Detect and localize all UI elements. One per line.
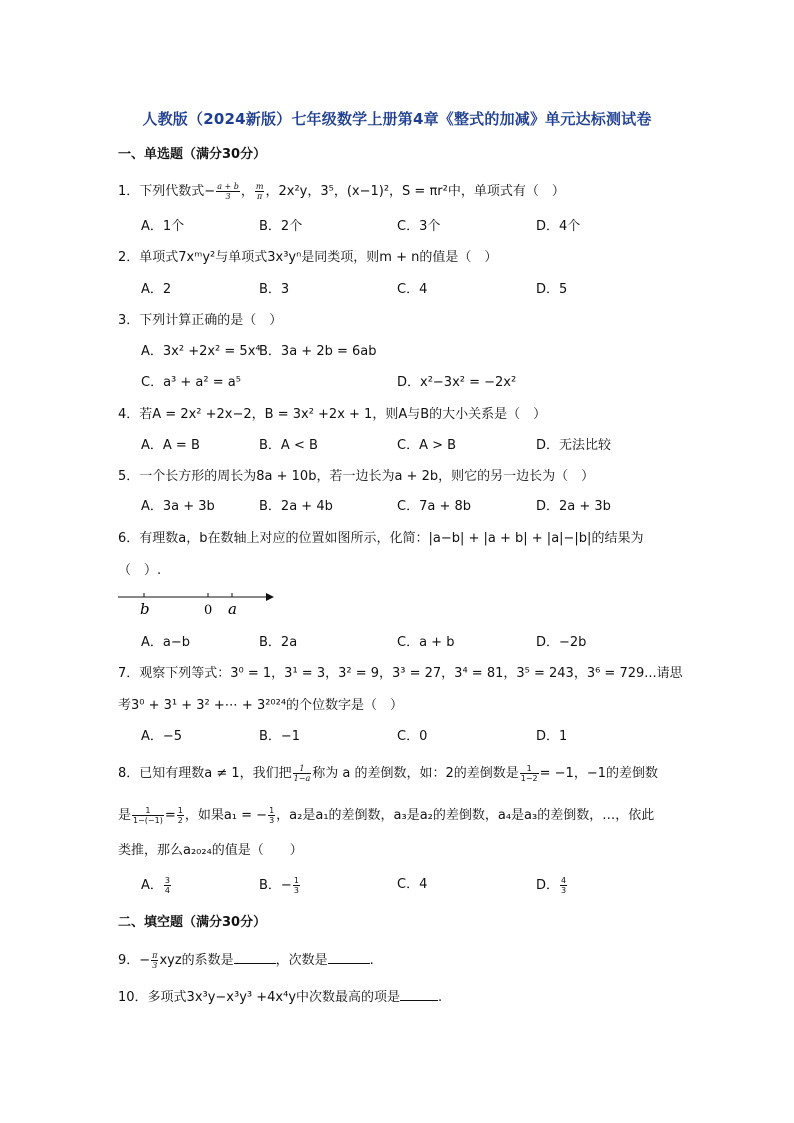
q6-options bbox=[141, 634, 661, 652]
number-line-figure bbox=[118, 590, 278, 620]
number-line-svg bbox=[118, 590, 278, 620]
question-7: 7．观察下列等式：3⁰ = 1，3¹ = 3，3² = 9，3³ = 27，3⁴ = 81，3⁵ = 243，3⁶ = 729...请思 bbox=[118, 666, 683, 681]
q6-option-a[interactable]: A．a−b bbox=[141, 635, 191, 650]
question-9: 9．− $\frac{\pi}{3}$ xyz的系数是 ，次数是 . bbox=[118, 951, 374, 970]
q8-fraction-2: $\frac{1}{1-2}$ bbox=[520, 764, 538, 783]
q5-option-c[interactable]: C．7a + 8b bbox=[397, 499, 471, 514]
q1-fraction-2: $\frac{m}{\pi}$ bbox=[255, 182, 264, 201]
q1-prefix: 1．下列代数式 bbox=[118, 184, 205, 199]
q2-option-b[interactable]: B．3 bbox=[259, 282, 290, 297]
section-heading-fill-in: 二、填空题（满分30分） bbox=[118, 915, 267, 930]
q2-option-d[interactable]: D．5 bbox=[536, 282, 568, 297]
q3-options-row-1 bbox=[141, 343, 661, 361]
question-3: 3．下列计算正确的是（ ） bbox=[118, 313, 283, 328]
q2-option-c[interactable]: C．4 bbox=[397, 282, 428, 297]
q1-option-b[interactable]: B．2个 bbox=[259, 219, 303, 234]
q2-options bbox=[141, 281, 661, 299]
q4-option-c[interactable]: C．A > B bbox=[397, 438, 457, 453]
number-line-arrow-icon bbox=[266, 593, 274, 601]
question-6-continued: （ ）. bbox=[118, 563, 162, 578]
q8-options bbox=[141, 876, 661, 894]
q3-options-row-2 bbox=[141, 374, 661, 392]
question-2: 2．单项式7xᵐy²与单项式3x³yⁿ是同类项，则m + n的值是（ ） bbox=[118, 250, 498, 265]
question-1: 1．下列代数式− $\frac{a + b}{3}$ ， $\frac{m}{\pi}$ ，2x²y，3⁵，(x−1)²，S = πr²中，单项式有（ ） bbox=[118, 182, 565, 201]
q6-option-c[interactable]: C．a + b bbox=[397, 635, 455, 650]
q2-option-a[interactable]: A．2 bbox=[141, 282, 172, 297]
q8-option-c[interactable]: C．4 bbox=[397, 877, 428, 892]
q4-option-b[interactable]: B．A < B bbox=[259, 438, 318, 453]
q7-option-d[interactable]: D．1 bbox=[536, 729, 568, 744]
question-8-line-2: 是 $\frac{1}{1-(-1)}$ = $\frac{1}{2}$ ，如果a₁ = − $\frac{1}{3}$ ，a₂是a₁的差倒数，a₃是a₂的差倒数，a₄是a₃的差倒数，…，依此 bbox=[118, 806, 655, 825]
q1-option-a[interactable]: A．1个 bbox=[141, 219, 185, 234]
question-8-line-1: 8．已知有理数a ≠ 1，我们把 $\frac{1}{1-a}$ 称为 a 的差倒数，如：2的差倒数是 $\frac{1}{1-2}$ = −1，−1的差倒数 bbox=[118, 764, 658, 783]
q1-option-d[interactable]: D．4个 bbox=[536, 219, 581, 234]
question-10: 10．多项式3x³y−x³y³ +4x⁴y中次数最高的项是 . bbox=[118, 990, 443, 1005]
q8-fraction-1: $\frac{1}{1-a}$ bbox=[293, 764, 311, 783]
q10-blank[interactable] bbox=[400, 988, 438, 1001]
question-4: 4．若A = 2x² +2x−2，B = 3x² +2x + 1，则A与B的大小关系是（ ） bbox=[118, 407, 547, 422]
q9-fraction: $\frac{\pi}{3}$ bbox=[152, 951, 158, 970]
q3-option-d[interactable]: D．x²−3x² = −2x² bbox=[397, 375, 517, 390]
q5-option-a[interactable]: A．3a + 3b bbox=[141, 499, 215, 514]
q6-option-d[interactable]: D．−2b bbox=[536, 635, 587, 650]
q8-option-b[interactable]: B．− $\frac{1}{3}$ bbox=[259, 876, 299, 895]
label-b: b bbox=[140, 600, 150, 618]
q7-options bbox=[141, 728, 661, 746]
q3-option-a[interactable]: A．3x² +2x² = 5x⁴ bbox=[141, 344, 261, 359]
q8-fraction-5: $\frac{1}{3}$ bbox=[269, 806, 275, 825]
q4-options bbox=[141, 437, 661, 455]
q9-blank-degree[interactable] bbox=[328, 951, 370, 964]
q7-option-a[interactable]: A．−5 bbox=[141, 729, 183, 744]
label-zero: 0 bbox=[204, 603, 213, 618]
q6-option-b[interactable]: B．2a bbox=[259, 635, 298, 650]
question-8-line-3: 类推，那么a₂₀₂₄的值是（ ） bbox=[118, 843, 303, 858]
label-a: a bbox=[228, 600, 237, 618]
q7-option-c[interactable]: C．0 bbox=[397, 729, 428, 744]
q1-options bbox=[141, 218, 661, 236]
q5-option-b[interactable]: B．2a + 4b bbox=[259, 499, 333, 514]
q5-options bbox=[141, 498, 661, 516]
q5-option-d[interactable]: D．2a + 3b bbox=[536, 499, 611, 514]
q8-option-a[interactable]: A． $\frac{3}{4}$ bbox=[141, 876, 170, 895]
question-7-continued: 考3⁰ + 3¹ + 3² +⋯ + 3²⁰²⁴的个位数字是（ ） bbox=[118, 698, 404, 713]
q8-fraction-4: $\frac{1}{2}$ bbox=[177, 806, 183, 825]
q9-blank-coefficient[interactable] bbox=[234, 951, 276, 964]
q1-rest: ，2x²y，3⁵，(x−1)²，S = πr²中，单项式有（ ） bbox=[265, 184, 565, 199]
q8-option-d[interactable]: D． $\frac{4}{3}$ bbox=[536, 876, 567, 895]
q1-fraction-1: $\frac{a + b}{3}$ bbox=[217, 182, 239, 201]
q8-fraction-3: $\frac{1}{1-(-1)}$ bbox=[133, 806, 163, 825]
q4-option-a[interactable]: A．A = B bbox=[141, 438, 200, 453]
q3-option-c[interactable]: C．a³ + a² = a⁵ bbox=[141, 375, 241, 390]
q3-option-b[interactable]: B．3a + 2b = 6ab bbox=[259, 344, 377, 359]
section-heading-single-choice: 一、单选题（满分30分） bbox=[118, 147, 267, 162]
q7-option-b[interactable]: B．−1 bbox=[259, 729, 301, 744]
q4-option-d[interactable]: D．无法比较 bbox=[536, 438, 612, 453]
question-5: 5．一个长方形的周长为8a + 10b，若一边长为a + 2b，则它的另一边长为（ ） bbox=[118, 469, 595, 484]
question-6: 6．有理数a，b在数轴上对应的位置如图所示，化简：|a−b| + |a + b| + |a|−|b|的结果为 bbox=[118, 531, 644, 546]
page-title: 人教版（2024新版）七年级数学上册第4章《整式的加减》单元达标测试卷 bbox=[142, 110, 652, 128]
q1-option-c[interactable]: C．3个 bbox=[397, 219, 441, 234]
